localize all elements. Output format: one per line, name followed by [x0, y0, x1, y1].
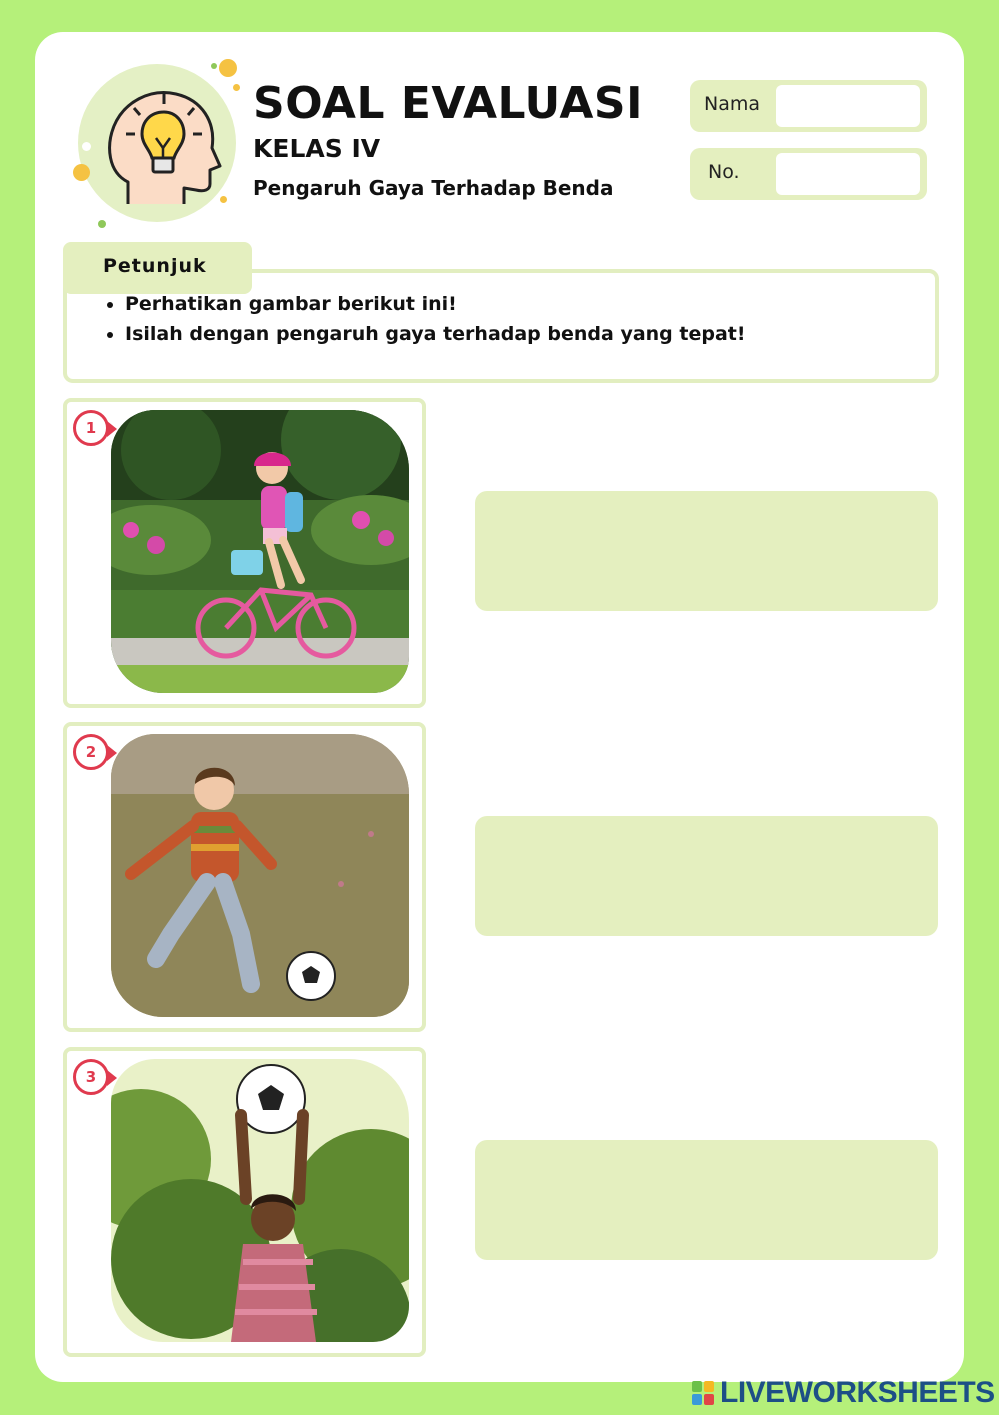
instructions-tab [63, 242, 252, 294]
head-lightbulb-icon [78, 64, 236, 222]
question-number-badge: 3 [73, 1059, 109, 1095]
question-card-1 [63, 398, 426, 708]
number-label: No. [708, 161, 740, 183]
decor-dot [82, 142, 91, 151]
instruction-item: • Perhatikan gambar berikut ini! [125, 293, 746, 315]
decor-dot [233, 84, 240, 91]
question-number-badge: 2 [73, 734, 109, 770]
brand-name: LIVEWORKSHEETS [720, 1376, 995, 1409]
liveworksheets-grid-icon [692, 1381, 714, 1405]
girl-holding-soccer-ball-image [111, 1059, 409, 1342]
instructions-tab-label: Petunjuk [103, 255, 207, 277]
girl-riding-bicycle-image [111, 410, 409, 693]
answer-box-1[interactable] [475, 491, 938, 611]
page-title: SOAL EVALUASI [253, 78, 643, 129]
question-card-3 [63, 1047, 426, 1357]
class-label: KELAS IV [253, 134, 381, 163]
number-field-container [690, 148, 927, 200]
question-card-2 [63, 722, 426, 1032]
name-input[interactable] [776, 85, 920, 127]
name-field-container [690, 80, 927, 132]
instructions-list [103, 293, 746, 353]
number-input[interactable] [776, 153, 920, 195]
topic-subtitle: Pengaruh Gaya Terhadap Benda [253, 176, 614, 200]
boy-kicking-soccer-ball-image [111, 734, 409, 1017]
decor-dot [73, 164, 90, 181]
decor-dot [98, 220, 106, 228]
decor-dot [219, 59, 237, 77]
instruction-item: • Isilah dengan pengaruh gaya terhadap benda yang tepat! [125, 323, 746, 345]
question-number-badge: 1 [73, 410, 109, 446]
decor-dot [220, 196, 227, 203]
name-label: Nama [704, 93, 761, 115]
lightbulb-head-logo [78, 64, 236, 222]
answer-box-3[interactable] [475, 1140, 938, 1260]
answer-box-2[interactable] [475, 816, 938, 936]
decor-dot [211, 63, 217, 69]
